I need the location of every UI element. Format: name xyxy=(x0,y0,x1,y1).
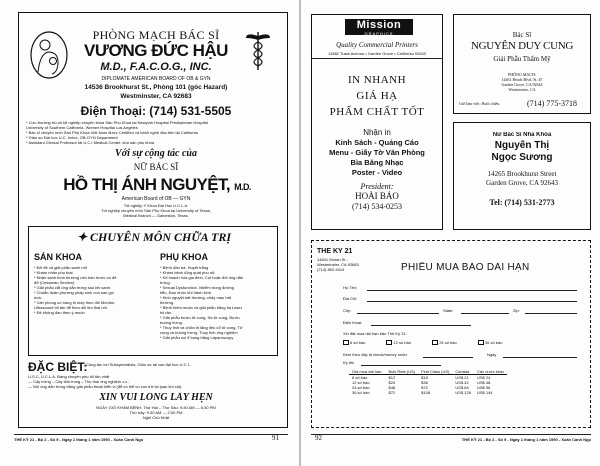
gynecology-item: * Kinh nguyệt bất thường, chảy máu bất xyxy=(160,295,231,300)
signature-input[interactable] xyxy=(361,365,441,366)
option-36-label: 36 số báo xyxy=(484,340,503,345)
left-page xyxy=(0,0,299,466)
gynecology-item: * Khám bệnh tổng quát phụ nữ xyxy=(160,270,215,275)
female-doctor-label: NỮ BÁC SĨ xyxy=(133,162,179,172)
obstetrics-item: * Giải phẫu cắt ống dẫn trứng sau khi sanh. xyxy=(34,285,112,290)
publisher-address-line: Westminster, CA 92683 xyxy=(317,262,359,267)
gynecology-item: * Giải phẫu soi ổ bụng bằng Laparoscopy xyxy=(160,335,234,340)
field-zip-label: Zip: xyxy=(513,308,520,313)
price-cell: $12 xyxy=(388,375,396,380)
gynecology-item: buồng trứng. xyxy=(160,320,183,325)
hours-weekday: NGÀY GIỜ KHÁM BỆNH: Thứ Hai – Thứ Sáu: 9:30 AM — 6:30 PM xyxy=(96,405,216,410)
special-line: — Nối ống dẫn trứng bằng giải phẫu thuật hiển vi (để có thể có con trở lại (sau khi cột) xyxy=(28,384,182,389)
price-col-header: Bulk Rate (US) xyxy=(385,369,418,375)
form-publisher-address xyxy=(317,257,397,272)
obstetrics-item: đỡ (Cesarean Section) xyxy=(34,280,75,285)
doctor2-name xyxy=(28,175,286,195)
cung-name: NGUYỄN DUY CUNG xyxy=(470,40,574,52)
service-item: Poster - Video xyxy=(351,168,403,177)
cung-address-line: Garden Grove, CA 92644 xyxy=(501,82,543,87)
price-cell: US$ 84 xyxy=(455,385,469,390)
gynecology-title: PHỤ KHOA xyxy=(160,252,209,262)
gynecology-item: * Bệnh hiếm muộn và giải phẫu bằng tia Laser xyxy=(160,305,243,310)
page-footer: THẾ KỶ 21 - Bộ 2 - Số 9 - Ngày 1 tháng 1 năm 1990 - Xuân Canh Ngọ xyxy=(14,437,144,442)
page-number: 91 xyxy=(272,434,279,442)
price-table-header xyxy=(349,369,507,375)
bio-line: University of Southern California, Women Hospital Los Angeles xyxy=(26,125,138,130)
gynecology-item: * Giải phẫu bướu tử cung, Sa tử cung, Bướu xyxy=(160,315,240,320)
price-table-wrap xyxy=(349,369,507,395)
field-phone-input[interactable] xyxy=(371,325,471,326)
gynecology-list xyxy=(160,265,274,340)
field-address-input[interactable] xyxy=(367,301,577,302)
suong-address-line2: Garden Grove, CA 92643 xyxy=(486,179,558,187)
appointment-label: XIN VUI LÒNG LẤY HẸN xyxy=(99,392,213,403)
price-col-header: First Class (US) xyxy=(418,369,452,375)
price-cell: US$ 126 xyxy=(455,390,471,395)
gynecology-item: * Kế hoạch hóa gia đình, Cột hoặc đốt ống dẫn xyxy=(160,275,244,280)
right-page xyxy=(301,0,600,466)
obstetrics-item: Ultrasound tối tân để theo dõi tim thai nhi. xyxy=(34,305,108,310)
check-amount-input[interactable] xyxy=(423,357,473,358)
field-state-label: State: xyxy=(443,308,454,313)
president-name: HOÀI BẢO xyxy=(355,191,399,201)
price-cell: US$ 96 xyxy=(476,385,491,390)
publisher-address-line: 14841 Moran St., xyxy=(317,257,348,262)
gynecology-item: tiểu, Đau nhức khi hành kinh. xyxy=(160,290,213,295)
doctor-bio xyxy=(26,120,282,145)
price-cell: $18 xyxy=(421,375,428,380)
field-address-label: Địa Chỉ: xyxy=(343,296,358,301)
headline-line: IN NHANH xyxy=(347,74,407,86)
field-city-label: City: xyxy=(343,308,351,313)
suong-title: Nữ Bác Sĩ Nha Khoa xyxy=(492,132,552,138)
specialty-title-text: CHUYÊN MÔN CHỮA TRỊ xyxy=(90,230,232,244)
obstetrics-item: mốc xyxy=(34,295,42,300)
option-24-checkbox[interactable] xyxy=(432,340,438,345)
mission-address: 11582 Trask Avenue • Garden Grove • California 92643 xyxy=(328,51,426,56)
price-cell: 12 số báo xyxy=(352,380,370,385)
gynecology-item: trứng. xyxy=(160,280,171,285)
suong-phone-label: Tel: xyxy=(489,198,503,207)
doctor2-bio-line: Tốt nghiệp Y Khoa Đại Học U.C.L.A. xyxy=(123,203,189,208)
field-name-label: Họ Tên: xyxy=(343,285,358,290)
gynecology-item: tối tân. xyxy=(160,310,173,315)
clinic-address-line1: 14536 Brookhurst St., Phòng 101 (góc Hazard) xyxy=(84,84,228,91)
obstetrics-title: SẢN KHOA xyxy=(34,252,83,262)
obstetrics-list xyxy=(34,265,152,315)
option-12-checkbox[interactable] xyxy=(386,340,392,345)
signature-label: Ký tên xyxy=(343,360,355,365)
page-footer: THẾ KỶ 21 - Bộ 2 - Số 9 - Ngày 1 tháng 1 năm 1990 - Xuân Canh Ngọ xyxy=(461,437,591,442)
doctor2-board: American Board of OB — GYN xyxy=(121,196,191,202)
price-row xyxy=(349,390,507,395)
option-36-checkbox[interactable] xyxy=(478,340,484,345)
obstetrics-item: * Đẻ không đau theo ý muốn xyxy=(34,310,85,315)
suong-name-line2: Ngọc Sương xyxy=(491,152,553,163)
bio-line: * Bác sĩ chuyên môn Sản Phụ Khoa Việt Nam được Certified và hành nghề đầu tiên tại California xyxy=(26,130,198,135)
field-state-input[interactable] xyxy=(461,313,509,314)
special-line: U.S.C, U.C.L.A. Đáng chuyên phụ tối tân nhất xyxy=(28,374,110,379)
doctor2-bio-line: Medical Branch — Galveston, Texas. xyxy=(123,213,189,218)
cung-office: PHÒNG MẠCH: xyxy=(508,72,536,77)
obstetrics-item: * Nhận sanh bình thường nếu bàn trước có đẻ xyxy=(34,275,117,280)
option-12-label: 12 số báo xyxy=(393,340,412,345)
obstetrics-item: * Khám nhân phụ thai. xyxy=(34,270,74,275)
mission-tagline: Quality Commercial Printers xyxy=(336,41,418,49)
price-cell: 36 số báo xyxy=(352,390,370,395)
cung-hours: Giờ làm việc: Buổi chiều xyxy=(459,101,500,106)
gynecology-item: * Bệnh đàn bà, Huyết trắng xyxy=(160,265,209,270)
price-cell: 6 số báo xyxy=(352,375,368,380)
special-lines-2 xyxy=(28,374,280,389)
option-6-label: 6 số báo xyxy=(350,340,366,345)
doctor2-suffix: M.D. xyxy=(234,182,251,192)
special-title: ĐẶC BIỆT: xyxy=(28,360,88,374)
doctor-name: VƯƠNG ĐỨC HẬU xyxy=(84,41,228,60)
cung-address-line: Westminster, CA xyxy=(508,87,536,92)
bio-line: * Assistant Clinical Professor tại U.C.I Medical Center, khu sản phụ khoa xyxy=(26,140,155,145)
cung-title: Bác Sĩ xyxy=(512,31,532,39)
mission-phone: (714) 534-0253 xyxy=(352,202,402,211)
footer-rule xyxy=(14,434,288,435)
field-city-input[interactable] xyxy=(357,313,439,314)
special-lines xyxy=(86,362,282,367)
price-col-header: Các nước khác xyxy=(474,369,507,375)
service-item: Kinh Sách - Quảng Cáo xyxy=(335,138,419,147)
price-cell: US$ 24 xyxy=(476,375,491,380)
mission-headline xyxy=(313,72,441,120)
bio-line: * Giáo sư Đại học U.C. Irvine, OB-GYN Department xyxy=(26,135,118,140)
gynecology-item: thường. xyxy=(160,300,175,305)
price-cell: $48 xyxy=(388,385,396,390)
headline-line: PHẨM CHẤT TỐT xyxy=(329,106,425,118)
suong-phone xyxy=(455,198,589,207)
cung-address xyxy=(455,72,589,92)
clinic-address-line2: Westminster, CA 92683 xyxy=(120,93,192,100)
obstetrics-item: * Đỡ đẻ và giải phẫu sanh mổ xyxy=(34,265,87,270)
form-publisher: THẾ KỶ 21 xyxy=(317,248,353,255)
page-number: 92 xyxy=(315,434,322,442)
special-line: Cộng tác với Subspecialists, Giáo sư tại các đại học U.C.I., xyxy=(86,362,191,367)
cung-address-line: 14461 Beach Blvd. St. #7 xyxy=(501,77,543,82)
hours-sunday: Nghỉ Chủ Nhật xyxy=(142,415,170,420)
caduceus-icon xyxy=(244,30,272,72)
doctor2-name-text: HỒ THỊ ÁNH NGUYỆT, xyxy=(63,175,231,194)
doctor2-bio xyxy=(40,203,272,218)
field-phone-label: Điện thoại: xyxy=(343,320,363,325)
obstetrics-item: * Vấn phòng có trang bị máy theo dõi Monitor, xyxy=(34,300,116,305)
price-cell: US$ 21 xyxy=(455,375,469,380)
gynecology-item: cung và buồng trứng, Thụy tinh ống nghiệm xyxy=(160,330,238,335)
bio-line: * Cựu thường trú và tốt nghiệp chuyên khoa Sản Phụ Khoa tại Newyork Hospital Presbyterian Hospital xyxy=(26,120,208,125)
date-input[interactable] xyxy=(503,357,577,358)
field-name-input[interactable] xyxy=(367,290,577,291)
services-intro: Nhận in xyxy=(363,128,391,137)
price-cell: $72 xyxy=(421,385,428,390)
price-cell: $24 xyxy=(388,380,396,385)
service-item: Bìa Băng Nhạc xyxy=(350,158,404,167)
price-table xyxy=(349,369,507,395)
mission-brand: Mission xyxy=(356,19,402,31)
president-label: President: xyxy=(360,182,394,191)
clinic-header: PHÒNG MẠCH BÁC SĨ xyxy=(92,28,220,42)
obstetrics-item: * Chuẩn đoán phương pháp sinh con sao gọi xyxy=(34,290,114,295)
price-cell: 24 số báo xyxy=(352,385,370,390)
price-cell: $36 xyxy=(421,380,428,385)
subscription-label: Xin đặt mua dài hạn báo Thế Kỷ 21: xyxy=(343,331,407,336)
mission-divider xyxy=(311,58,443,59)
footer-rule xyxy=(311,434,591,435)
headline-line: GIÁ HẠ xyxy=(356,90,398,102)
clinic-phone: Điện Thoại: (714) 531-5505 xyxy=(80,104,232,118)
board-certification: DIPLOMATE AMERICAN BOARD OF OB & GYN xyxy=(101,76,211,82)
check-label: Kèm theo đây là check/money order xyxy=(343,352,408,357)
gynecology-item: * Sexual Dysfunction. Nhiễm trùng đường xyxy=(160,285,235,290)
date-label: Ngày xyxy=(487,352,497,357)
suong-name-line1: Nguyễn Thị xyxy=(494,140,550,151)
star-icon: ✦ xyxy=(76,230,88,244)
price-cell: US$ 42 xyxy=(455,380,469,385)
specialty-title xyxy=(40,230,268,245)
cooperation-label: Với sự cộng tác của xyxy=(115,148,197,159)
price-cell: US$ 48 xyxy=(476,380,491,385)
price-cell: $108 xyxy=(421,390,431,395)
doctor-credentials: M.D., F.A.C.O.G., INC. xyxy=(100,61,212,73)
gynecology-item: * Thụy tinh và chữa trị lãng tiêu cổ tử cung, Tử xyxy=(160,325,243,330)
suong-phone-number: (714) 531-2773 xyxy=(504,198,555,207)
office-hours xyxy=(30,405,282,420)
subscription-options xyxy=(343,340,583,345)
option-6-checkbox[interactable] xyxy=(343,340,349,345)
field-zip-input[interactable] xyxy=(525,313,577,314)
hours-saturday: Thứ bảy: 9:30 AM — 2:00 PM xyxy=(129,410,183,415)
price-col-header: Canada xyxy=(452,369,474,375)
price-cell: $72 xyxy=(388,390,396,395)
price-cell: US$ 144 xyxy=(476,390,493,395)
special-line: — Cấy trứng – Cấy tinh trùng – Thụ thai ống nghiệm v.v... xyxy=(28,379,131,384)
cung-phone: (714) 775-3718 xyxy=(527,99,577,108)
publisher-phone: (714) 892-9414 xyxy=(317,267,345,272)
doctor2-bio-line: Tốt nghiệp chuyên môn Sản Phụ Khoa tại University of Texas, xyxy=(101,208,211,213)
services-list xyxy=(313,138,441,178)
cung-subtitle: Giải Phẫu Thẩm Mỹ xyxy=(493,55,551,63)
mission-graphics-label: GRAPHICS xyxy=(364,31,394,36)
service-item: Menu - Giấy Tờ Văn Phòng xyxy=(329,148,425,157)
suong-address-line1: 14265 Brookhurst Street xyxy=(487,170,557,178)
price-col-header: Giá mua dài hạn: xyxy=(349,369,385,375)
option-24-label: 24 số báo xyxy=(439,340,457,345)
form-title: PHIẾU MUA BÁO DÀI HẠN xyxy=(401,262,530,273)
